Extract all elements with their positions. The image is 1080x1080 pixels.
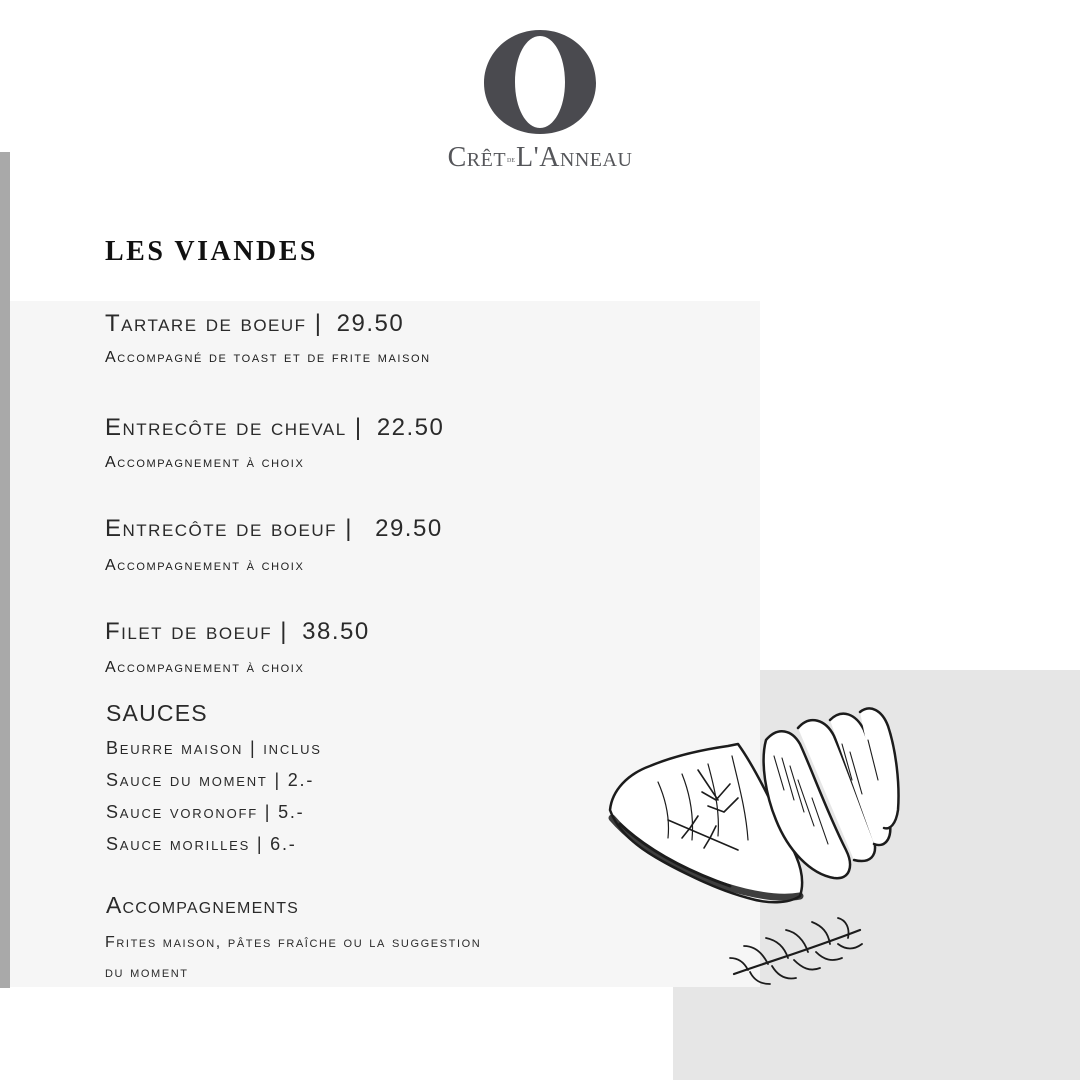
menu-item-filet-boeuf: Filet de boeuf | 38.50 (105, 618, 370, 645)
ring-logo-icon (482, 28, 598, 136)
accompagnements-text: Frites maison, pâtes fraîche ou la suggestion du moment (105, 934, 482, 981)
sauce-item: Sauce du moment | 2.- (106, 770, 315, 790)
menu-item-description: Accompagné de toast et de frite maison (105, 349, 431, 366)
menu-item-description: Accompagnement à choix (105, 659, 305, 676)
sauce-item: Beurre maison | inclus (106, 738, 322, 758)
decor-block-bottom (673, 987, 1080, 1080)
sauce-item: Sauce morilles | 6.- (106, 834, 297, 854)
left-accent-bar (0, 152, 10, 988)
brand-logo (420, 26, 660, 186)
sauce-item: Sauce voronoff | 5.- (106, 802, 305, 822)
menu-item-tartare: Tartare de boeuf | 29.50 (105, 310, 405, 337)
meat-sketch-icon (598, 700, 908, 992)
section-title: LES VIANDES (105, 236, 318, 267)
accompagnements-heading: Accompagnements (106, 892, 300, 918)
logo-wordmark: CrêtdeL'Anneau (447, 142, 633, 173)
menu-item-description: Accompagnement à choix (105, 557, 305, 574)
sauces-heading: SAUCES (106, 700, 208, 726)
menu-item-entrecote-cheval: Entrecôte de cheval | 22.50 (105, 414, 445, 441)
menu-item-entrecote-boeuf: Entrecôte de boeuf | 29.50 (105, 515, 443, 542)
menu-item-description: Accompagnement à choix (105, 454, 305, 471)
